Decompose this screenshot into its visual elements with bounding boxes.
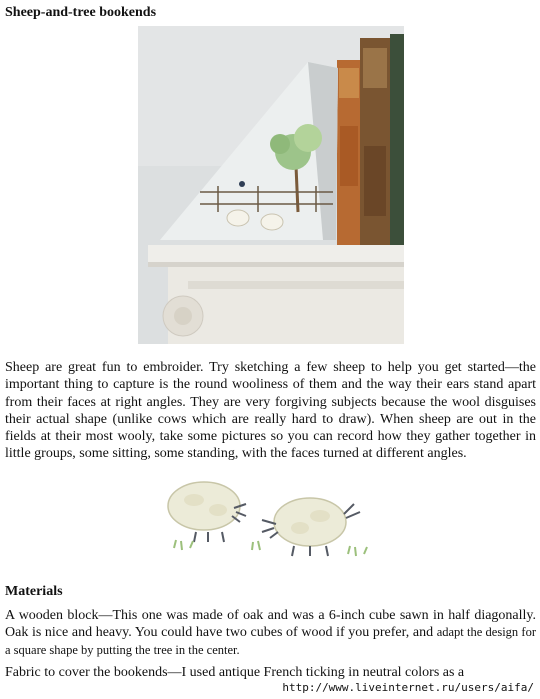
bookend-photo (138, 26, 404, 344)
materials-heading: Materials (5, 584, 63, 599)
sheep-embroidery-illustration (160, 478, 382, 566)
materials-item-fabric: Fabric to cover the bookends—I used antique French ticking in neutral colors as a (5, 665, 465, 680)
materials-item-wooden-block-text: A wooden block—This one was made of oak and was a 6-inch cube sawn in half diagonally. Oak is nice and heavy. You could have two cubes of wood if you prefer, and (5, 608, 536, 641)
footer-url: http://www.liveinternet.ru/users/aifa/ (282, 681, 534, 694)
materials-item-wooden-block-tail: adapt the design for a square shape by putting the tree in the center. (5, 625, 536, 657)
intro-paragraph: Sheep are great fun to embroider. Try sketching a few sheep to help you get started—the important thing to capture is the round wooliness of them and the way their ears stand apart from their faces at right angles. They are very forgiving subjects because the wool disguises their actual shape (unlike cows which are really hard to draw). When sheep are out in the fields at their most wooly, take some pictures so you can record how they gather together in little groups, some sitting, some standing, with the faces turned at different angles. (5, 360, 536, 462)
page-title: Sheep-and-tree bookends (5, 5, 157, 20)
materials-item-wooden-block (5, 607, 536, 659)
